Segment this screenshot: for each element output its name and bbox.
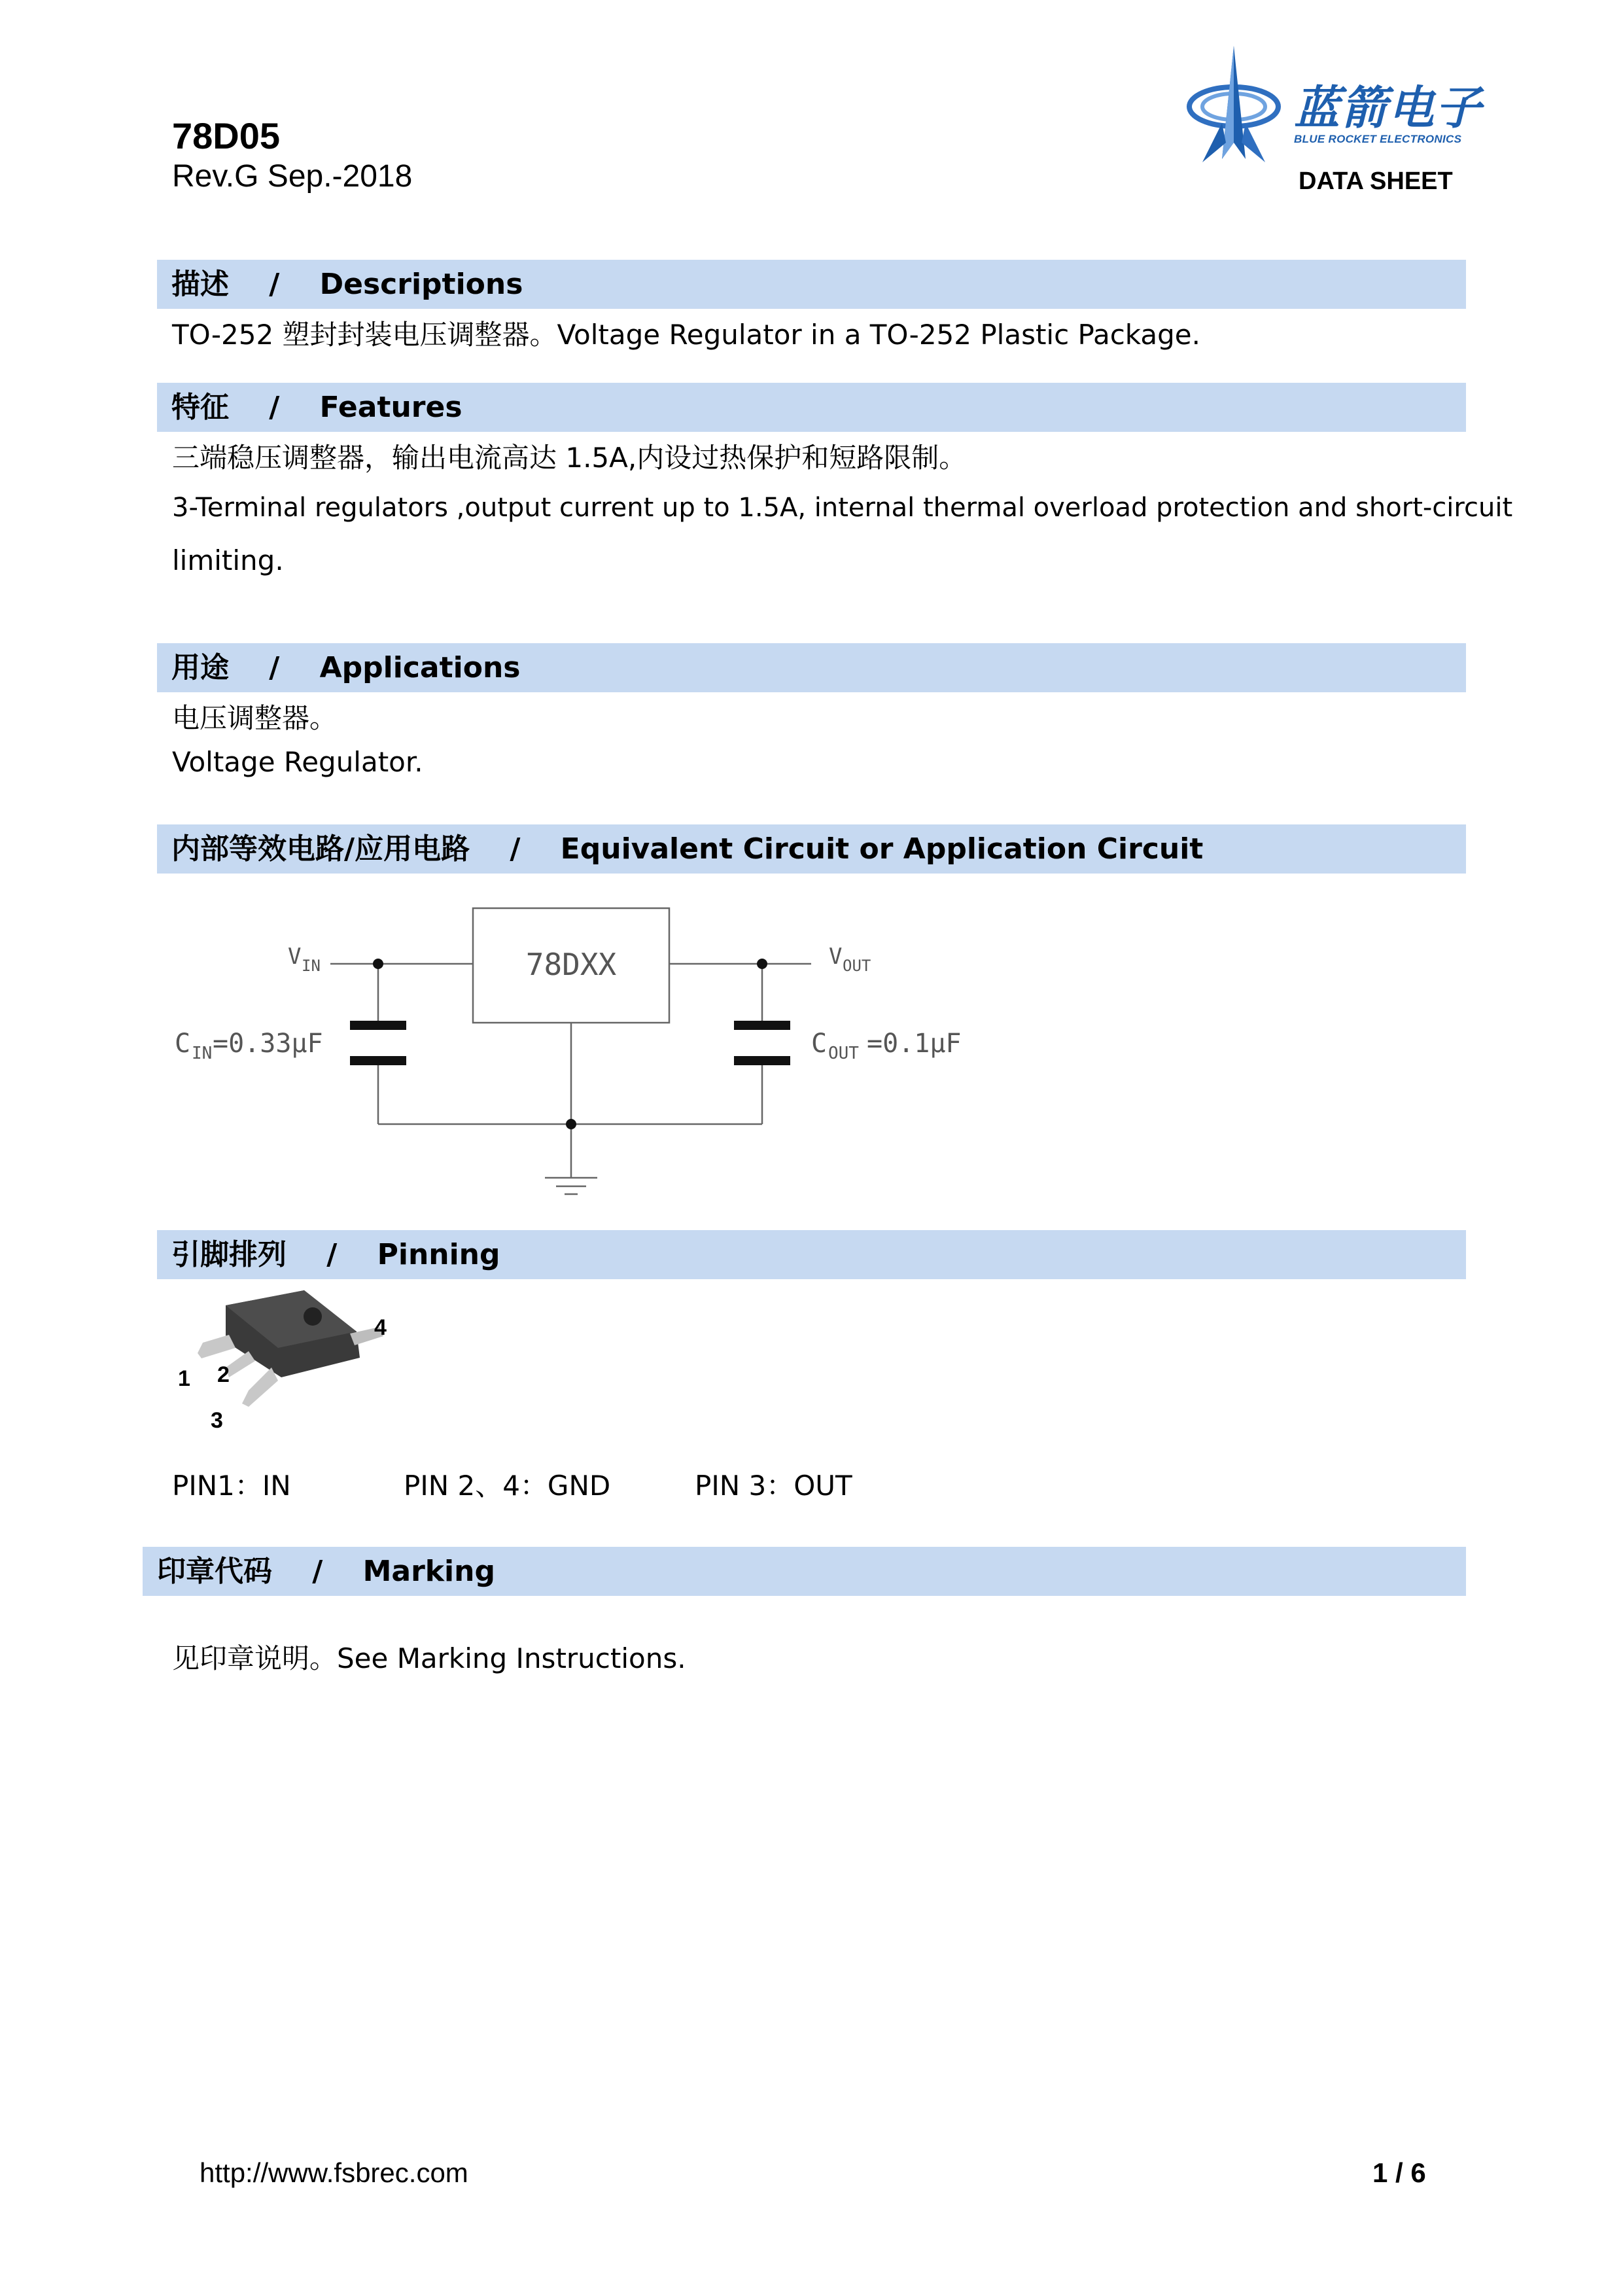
cout-plate-bottom <box>734 1056 790 1065</box>
application-circuit-diagram <box>167 890 1017 1217</box>
applications-line-en: Voltage Regulator. <box>172 746 423 778</box>
cout-label-sub: OUT <box>828 1044 859 1063</box>
features-line-en: 3-Terminal regulators ,output current up to 1.5A, internal thermal overload protection and short-circuit <box>172 493 1513 523</box>
vout-label: V <box>829 944 843 970</box>
pin-label-1: 1 <box>178 1366 190 1391</box>
pin24-desc: PIN 2、4：GND <box>404 1470 611 1502</box>
pin1-desc: PIN1：IN <box>172 1470 291 1502</box>
section-header-descriptions: 描述 / Descriptions <box>157 260 1466 309</box>
doc-title: 78D05 <box>172 115 281 156</box>
doc-type-label: DATA SHEET <box>1299 168 1453 195</box>
section-header-applications: 用途 / Applications <box>157 643 1466 692</box>
doc-revision: Rev.G Sep.-2018 <box>172 159 413 194</box>
pin-label-3: 3 <box>211 1408 223 1433</box>
logo-chinese-name: 蓝箭电子 <box>1294 81 1482 135</box>
cin-plate-bottom <box>350 1056 406 1065</box>
logo-english-name: BLUE ROCKET ELECTRONICS <box>1294 133 1462 145</box>
pin-label-2: 2 <box>217 1362 230 1387</box>
vout-junction-dot <box>757 959 767 969</box>
cout-plate-top <box>734 1021 790 1030</box>
footer-url[interactable]: http://www.fsbrec.com <box>200 2157 468 2188</box>
ground-junction-dot <box>566 1119 576 1129</box>
marking-text: 见印章说明。See Marking Instructions. <box>172 1642 686 1674</box>
section-header-marking: 印章代码 / Marking <box>143 1547 1466 1596</box>
cin-label-sub: IN <box>192 1044 213 1063</box>
ic-label: 78DXX <box>525 947 617 982</box>
lead-1 <box>198 1335 236 1358</box>
applications-line-cn: 电压调整器。 <box>172 702 338 734</box>
rocket-logo-icon <box>1183 44 1294 169</box>
section-header-pinning: 引脚排列 / Pinning <box>157 1230 1466 1279</box>
features-line-cn: 三端稳压调整器，输出电流高达 1.5A,内设过热保护和短路限制。 <box>172 442 967 474</box>
pin3-desc: PIN 3：OUT <box>695 1470 852 1502</box>
features-line-en-cont: limiting. <box>172 544 284 576</box>
section-header-circuit: 内部等效电路/应用电路 / Equivalent Circuit or Application Circuit <box>157 824 1466 874</box>
footer-page-number: 1 / 6 <box>1372 2157 1426 2188</box>
lead-2 <box>226 1351 255 1377</box>
section-header-features: 特征 / Features <box>157 383 1466 432</box>
vin-label-sub: IN <box>302 957 321 975</box>
vin-label: V <box>288 944 302 970</box>
cin-value: =0.33μF <box>213 1029 323 1059</box>
cin-plate-top <box>350 1021 406 1030</box>
to252-package-image <box>164 1282 399 1449</box>
cout-value: =0.1μF <box>867 1029 962 1059</box>
vout-label-sub: OUT <box>843 957 871 975</box>
vin-junction-dot <box>373 959 383 969</box>
lead-3 <box>242 1368 278 1407</box>
cout-label: C <box>811 1029 828 1059</box>
company-logo <box>1183 44 1484 169</box>
package-mounting-hole <box>304 1307 322 1326</box>
cin-label: C <box>175 1029 191 1059</box>
descriptions-text: TO-252 塑封封装电压调整器。Voltage Regulator in a TO-252 Plastic Package. <box>172 319 1200 351</box>
pin-label-4: 4 <box>374 1315 387 1340</box>
